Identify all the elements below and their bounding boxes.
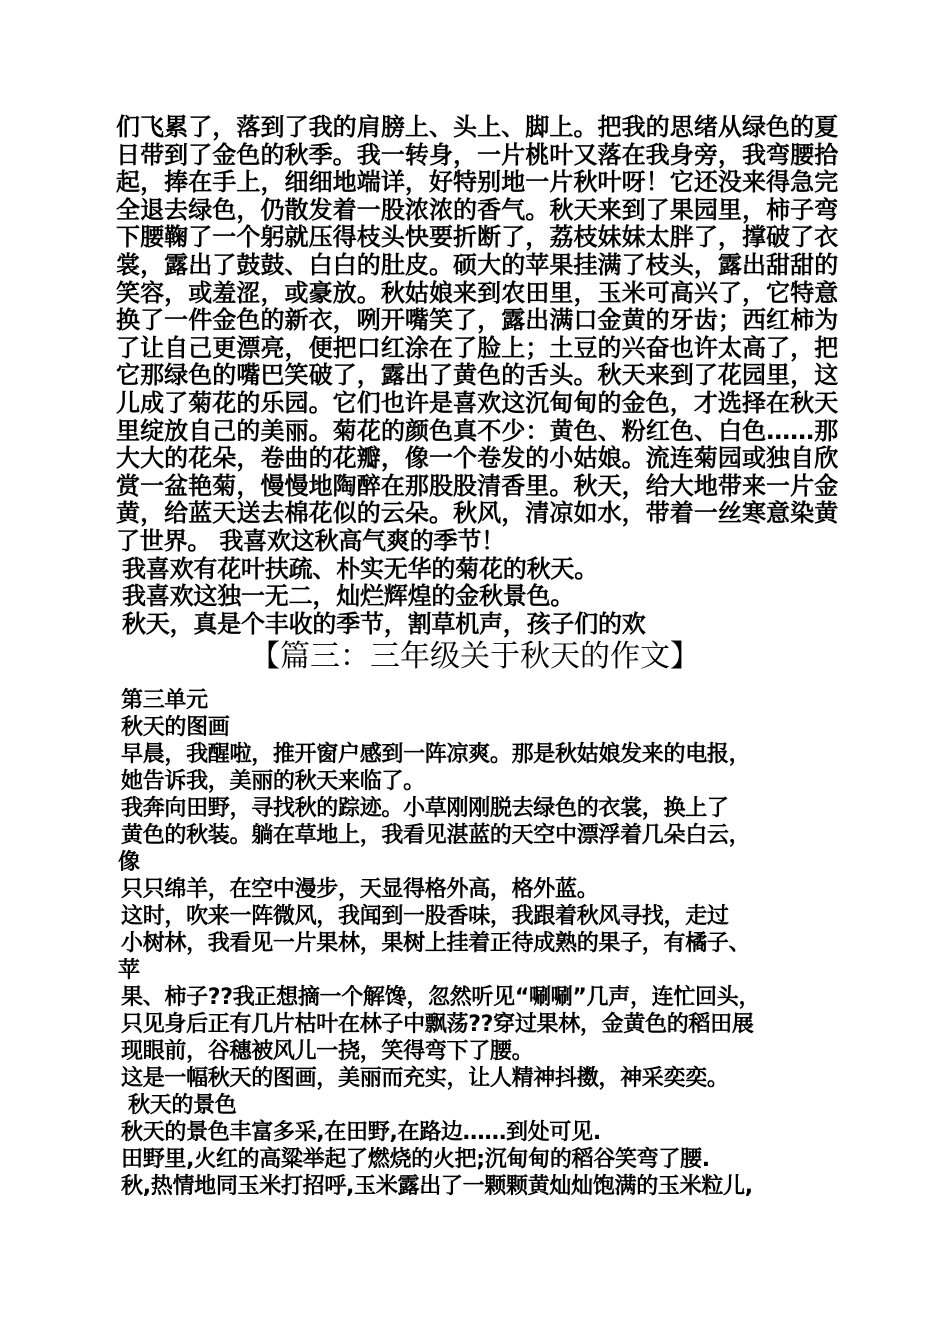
paragraph-line: 赏一盆艳菊，慢慢地陶醉在那股股清香里。秋天，给大地带来一片金 [116,472,838,500]
body-line: 我奔向田野，寻找秋的踪迹。小草刚刚脱去绿色的衣裳，换上了 [121,796,729,821]
body-line: 她告诉我，美丽的秋天来临了。 [121,769,425,794]
paragraph-line: 日带到了金色的秋季。我一转身，一片桃叶又落在我身旁，我弯腰拾 [116,141,838,169]
paragraph-line: 黄，给蓝天送去棉花似的云朵。秋风，清凉如水，带着一丝寒意染黄 [116,500,838,528]
unit-title: 第三单元 [121,688,208,713]
paragraph-line: 下腰鞠了一个躬就压得枝头快要折断了，荔枝妹妹太胖了，撑破了衣 [116,224,838,252]
paragraph-line: 换了一件金色的新衣，咧开嘴笑了，露出满口金黄的牙齿；西红柿为 [116,307,838,335]
essay-title: 秋天的图画 [121,715,230,740]
paragraph-line: 全退去绿色，仍散发着一股浓浓的香气。秋天来到了果园里，柿子弯 [116,196,838,224]
body-line: 秋,热情地同玉米打招呼,玉米露出了一颗颗黄灿灿饱满的玉米粒儿, [121,1174,753,1199]
section-three-body [118,687,838,1200]
paragraph-line: 大大的花朵，卷曲的花瓣，像一个卷发的小姑娘。流连菊园或独自欣 [116,445,838,473]
body-line: 这时，吹来一阵微风，我闻到一股香味，我跟着秋风寻找，走过 [121,904,729,929]
body-line: 黄色的秋装。躺在草地上，我看见湛蓝的天空中漂浮着几朵白云， [121,823,751,848]
body-line: 只见身后正有几片枯叶在林子中飘荡??穿过果林，金黄色的稻田展 [121,1012,754,1037]
body-line: 小树林，我看见一片果林，果树上挂着正待成熟的果子，有橘子、 [121,931,751,956]
paragraph-line: 笑容，或羞涩，或豪放。秋姑娘来到农田里，玉米可高兴了，它特意 [116,279,838,307]
essay-title: 秋天的景色 [128,1093,237,1118]
body-line: 只只绵羊，在空中漫步，天显得格外高，格外蓝。 [121,877,599,902]
paragraph-line: 裳，露出了鼓鼓、白白的肚皮。硕大的苹果挂满了枝头，露出甜甜的 [116,251,838,279]
section-heading: 【篇三：三年级关于秋天的作文】 [250,639,700,674]
body-line: 苹 [118,958,140,983]
body-line: 这是一幅秋天的图画，美丽而充实，让人精神抖擞，神采奕奕。 [121,1066,729,1091]
paragraph-line: 们飞累了，落到了我的肩膀上、头上、脚上。把我的思绪从绿色的夏 [116,114,838,141]
paragraph-line: 起，捧在手上，细细地端详，好特别地一片秋叶呀！它还没来得急完 [116,169,838,197]
extra-line: 秋天，真是个丰收的季节，割草机声，孩子们的欢 [122,610,646,638]
body-line: 早晨，我醒啦，推开窗户感到一阵凉爽。那是秋姑娘发来的电报， [121,742,751,767]
extra-line: 我喜欢有花叶扶疏、朴实无华的菊花的秋天。 [122,555,598,583]
body-line: 现眼前，谷穗被风儿一挠，笑得弯下了腰。 [121,1039,534,1064]
paragraph-line: 里绽放自己的美丽。菊花的颜色真不少：黄色、粉红色、白色……那 [116,417,838,445]
essay-paragraph [116,114,838,638]
paragraph-line: 了让自己更漂亮，便把口红涂在了脸上；土豆的兴奋也许太高了，把 [116,334,838,362]
extra-line: 我喜欢这独一无二，灿烂辉煌的金秋景色。 [122,583,575,611]
body-line: 像 [118,850,140,875]
paragraph-line: 了世界。 我喜欢这秋高气爽的季节！ [116,527,505,555]
body-line: 田野里,火红的高粱举起了燃烧的火把;沉甸甸的稻谷笑弯了腰. [121,1147,710,1172]
paragraph-line: 儿成了菊花的乐园。它们也许是喜欢这沉甸甸的金色，才选择在秋天 [116,389,838,417]
paragraph-line: 它那绿色的嘴巴笑破了，露出了黄色的舌头。秋天来到了花园里，这 [116,362,838,390]
body-line: 果、柿子??我正想摘一个解馋，忽然听见“唰唰”几声，连忙回头， [121,985,761,1010]
body-line: 秋天的景色丰富多采,在田野,在路边……到处可见. [121,1120,601,1145]
